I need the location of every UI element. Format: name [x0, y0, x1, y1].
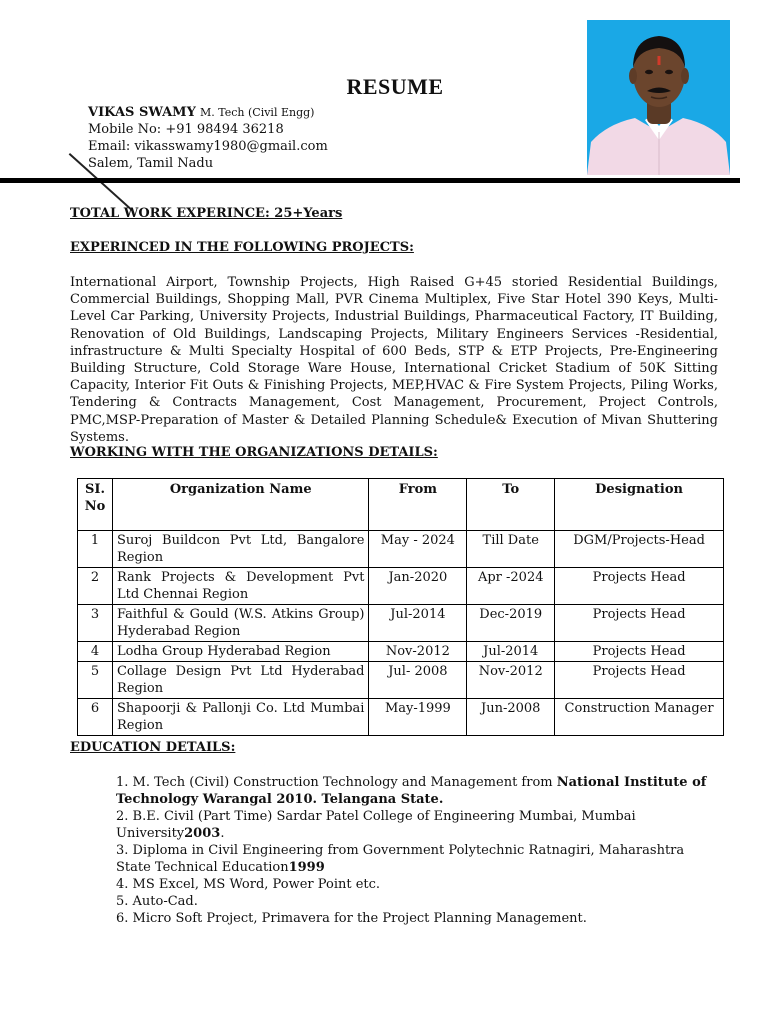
- mobile-number: Mobile No: +91 98494 36218: [88, 122, 284, 137]
- education-text: 5. Auto-Cad.: [116, 894, 198, 909]
- cell-designation: Projects Head: [555, 605, 724, 642]
- projects-paragraph: International Airport, Township Projects, High Raised G+45 storied Residential Buildings, Commercial Buildings, Shopping Mall, PVR Cinema Multiplex, Five Star Hotel 390 Keys, Multi-Level Car Parking, University Projects, Industrial Buildings, Pharmaceutical Factory, IT Building, Renovation of Old Buildings, Landscaping Projects, Military Engineers Services -Residential, infrastructure & Multi Specialty Hospital of 600 Beds, STP & ETP Projects, Pre-Engineering Building Structure, Cold Storage Ware House, International Cricket Stadium of 50K Sitting Capacity, Interior Fit Outs & Finishing Projects, MEP,HVAC & Fire System Projects, Piling Works, Tendering & Contracts Management, Cost Management, Procurement, Project Controls, PMC,MSP-Preparation of Master & Detailed Planning Schedule& Execution of Mivan Shuttering Systems.: [70, 275, 718, 445]
- list-item: [116, 808, 716, 842]
- list-item: [116, 893, 716, 910]
- cell-organization: Suroj Buildcon Pvt Ltd, Bangalore Region: [112, 531, 369, 568]
- column-header-designation: Designation: [555, 479, 724, 531]
- column-header-from: From: [369, 479, 467, 531]
- education-text: 3. Diploma in Civil Engineering from Government Polytechnic Ratnagiri, Maharashtra State Technical Education: [116, 843, 685, 875]
- email-address: Email: vikasswamy1980@gmail.com: [88, 139, 328, 154]
- cell-organization: Faithful & Gould (W.S. Atkins Group) Hyderabad Region: [112, 605, 369, 642]
- experience-label: TOTAL WORK EXPERINCE: [70, 206, 265, 221]
- cell-organization: Rank Projects & Development Pvt Ltd Chennai Region: [112, 568, 369, 605]
- organizations-heading: WORKING WITH THE ORGANIZATIONS DETAILS:: [70, 445, 438, 460]
- education-text: 2. B.E. Civil (Part Time) Sardar Patel College of Engineering Mumbai, Mumbai University: [116, 809, 636, 841]
- education-text: 1. M. Tech (Civil) Construction Technology and Management from: [116, 775, 557, 790]
- table-row: [78, 699, 724, 736]
- cell-to: Till Date: [467, 531, 555, 568]
- cell-to: Dec-2019: [467, 605, 555, 642]
- column-header-sl: SI. No: [78, 479, 113, 531]
- resume-title: RESUME: [346, 74, 444, 99]
- table-row: [78, 662, 724, 699]
- cell-designation: Construction Manager: [555, 699, 724, 736]
- contact-block: [88, 104, 328, 172]
- organizations-table: [77, 478, 724, 736]
- header-divider: [0, 178, 740, 183]
- education-list: [116, 774, 716, 927]
- table-row: [78, 605, 724, 642]
- list-item: [116, 774, 716, 808]
- cell-from: May-1999: [369, 699, 467, 736]
- cell-organization: Shapoorji & Pallonji Co. Ltd Mumbai Region: [112, 699, 369, 736]
- table-header-row: [78, 479, 724, 531]
- cell-to: Nov-2012: [467, 662, 555, 699]
- cell-from: Jul-2014: [369, 605, 467, 642]
- column-header-organization: Organization Name: [112, 479, 369, 531]
- education-emphasis: 1999: [288, 860, 325, 875]
- table-row: [78, 531, 724, 568]
- location: Salem, Tamil Nadu: [88, 156, 214, 171]
- experience-line: [70, 206, 342, 221]
- education-emphasis: 2003: [184, 826, 221, 841]
- cell-from: Jul- 2008: [369, 662, 467, 699]
- cell-sl: 2: [78, 568, 113, 605]
- cell-organization: Collage Design Pvt Ltd Hyderabad Region: [112, 662, 369, 699]
- column-header-to: To: [467, 479, 555, 531]
- list-item: [116, 876, 716, 893]
- education-tail: .: [220, 826, 225, 841]
- cell-sl: 6: [78, 699, 113, 736]
- cell-to: Jul-2014: [467, 642, 555, 662]
- table-row: [78, 642, 724, 662]
- cell-designation: DGM/Projects-Head: [555, 531, 724, 568]
- cell-designation: Projects Head: [555, 568, 724, 605]
- portrait-illustration: [587, 20, 730, 175]
- cell-organization: Lodha Group Hyderabad Region: [112, 642, 369, 662]
- table-row: [78, 568, 724, 605]
- cell-designation: Projects Head: [555, 642, 724, 662]
- candidate-qualification: M. Tech (Civil Engg): [200, 106, 315, 119]
- profile-photo: [587, 20, 730, 175]
- cell-designation: Projects Head: [555, 662, 724, 699]
- list-item: [116, 842, 716, 876]
- cell-from: Jan-2020: [369, 568, 467, 605]
- list-item: [116, 910, 716, 927]
- education-text: 6. Micro Soft Project, Primavera for the Project Planning Management.: [116, 911, 587, 926]
- cell-from: Nov-2012: [369, 642, 467, 662]
- cell-sl: 5: [78, 662, 113, 699]
- cell-sl: 3: [78, 605, 113, 642]
- cell-from: May - 2024: [369, 531, 467, 568]
- education-emphasis: National Institute of Technology Warangal 2010. Telangana State.: [116, 775, 707, 807]
- education-heading: EDUCATION DETAILS:: [70, 740, 236, 755]
- cell-to: Jun-2008: [467, 699, 555, 736]
- projects-heading: EXPERINCED IN THE FOLLOWING PROJECTS:: [70, 240, 414, 255]
- cell-to: Apr -2024: [467, 568, 555, 605]
- candidate-name: VIKAS SWAMY: [88, 105, 196, 120]
- cell-sl: 1: [78, 531, 113, 568]
- education-text: 4. MS Excel, MS Word, Power Point etc.: [116, 877, 381, 892]
- cell-sl: 4: [78, 642, 113, 662]
- experience-value: : 25+Years: [264, 206, 343, 221]
- name-line: [88, 104, 328, 121]
